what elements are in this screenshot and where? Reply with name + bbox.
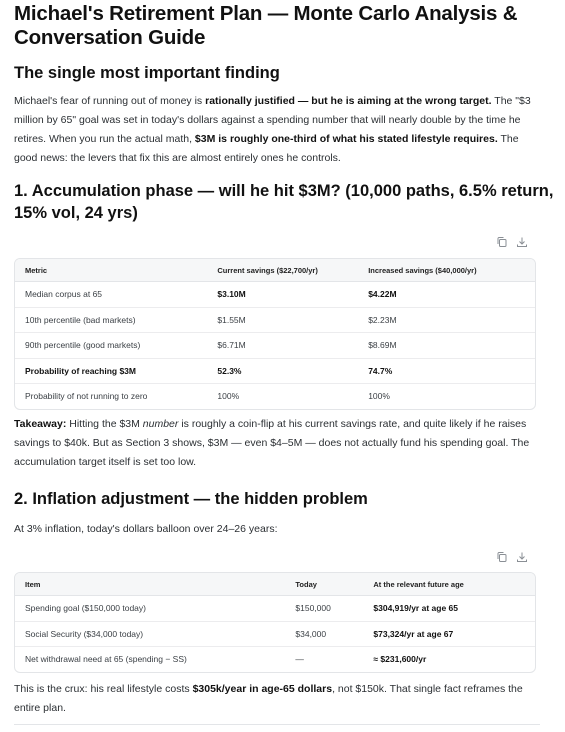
table-row — [15, 307, 535, 333]
table-cell: $2.23M — [358, 307, 535, 333]
crux-paragraph — [14, 680, 532, 718]
table-cell: Spending goal ($150,000 today) — [15, 596, 285, 622]
table-header-row — [15, 259, 535, 282]
crux-text-2: , not $150k. That single fact reframes the entire plan. — [14, 683, 523, 714]
table-cell: Social Security ($34,000 today) — [15, 621, 285, 647]
table-cell: $73,324/yr at age 67 — [363, 621, 535, 647]
inflation-table — [14, 572, 536, 673]
table-cell: 100% — [368, 391, 390, 402]
finding-heading: The single most important finding — [14, 64, 280, 82]
takeaway-emphasis: number — [142, 418, 179, 430]
finding-paragraph — [14, 92, 532, 168]
column-header: Current savings ($22,700/yr) — [207, 259, 358, 282]
table-cell: Probability of not running to zero — [25, 391, 148, 402]
table-cell: $304,919/yr at age 65 — [363, 596, 535, 622]
section2-heading: 2. Inflation adjustment — the hidden problem — [14, 490, 368, 508]
table-cell: Probability of reaching $3M — [15, 358, 207, 384]
page-title: Michael's Retirement Plan — Monte Carlo Analysis & Conversation Guide — [14, 2, 518, 49]
table-cell: ≈ $231,600/yr — [373, 654, 427, 665]
table-row — [15, 358, 535, 384]
section1-heading: 1. Accumulation phase — will he hit $3M? (10,000 paths, 6.5% return, 15% vol, 24 yrs) — [14, 182, 554, 222]
takeaway-label: Takeaway: — [14, 418, 67, 430]
finding-bold-1: rationally justified — but he is aiming at the wrong target. — [205, 95, 492, 107]
table-cell: $8.69M — [358, 333, 535, 359]
table-cell: 74.7% — [358, 358, 535, 384]
column-header: Increased savings ($40,000/yr) — [358, 259, 535, 282]
takeaway-paragraph — [14, 415, 532, 472]
table-cell: 52.3% — [207, 358, 358, 384]
table2-toolbar — [496, 551, 528, 563]
crux-bold: $305k/year in age-65 dollars — [192, 683, 333, 695]
table-row — [15, 647, 535, 672]
download-icon[interactable] — [516, 551, 528, 563]
takeaway-text-1: Hitting the $3M — [66, 418, 143, 430]
table-cell: Net withdrawal need at 65 (spending − SS) — [25, 654, 187, 665]
table-row — [15, 384, 535, 409]
finding-text-2: The "$3 million by 65" goal was set in today's dollars against a spending number that will nearly double by the time he retires. When you run the actual math, — [14, 95, 531, 145]
takeaway-text-2: is roughly a coin-flip at his current savings rate, and quite likely if he raises savings to $40k. But as Section 3 shows, $3M — even $4–5M — does not actually fund his spending goal. The accumulation target itself is set too low. — [14, 418, 530, 468]
table-row — [15, 621, 535, 647]
finding-text-3: The good news: the levers that fix this are almost entirely ones he controls. — [14, 133, 519, 164]
table-header-row — [15, 573, 535, 596]
table-cell: $6.71M — [207, 333, 358, 359]
column-header: At the relevant future age — [363, 573, 535, 596]
copy-icon[interactable] — [496, 236, 508, 248]
accumulation-table — [14, 258, 536, 410]
copy-icon[interactable] — [496, 551, 508, 563]
table-row — [15, 282, 535, 308]
table-cell: $1.55M — [207, 307, 358, 333]
section-divider — [14, 724, 540, 725]
finding-bold-2: $3M is roughly one-third of what his stated lifestyle requires. — [194, 133, 498, 145]
table-row — [15, 333, 535, 359]
column-header: Today — [285, 573, 363, 596]
table1-toolbar — [496, 236, 528, 248]
table-cell: 10th percentile (bad markets) — [15, 307, 207, 333]
crux-text-1: This is the crux: his real lifestyle costs — [14, 683, 193, 695]
table-cell: $3.10M — [207, 282, 358, 308]
download-icon[interactable] — [516, 236, 528, 248]
section2-intro: At 3% inflation, today's dollars balloon over 24–26 years: — [14, 523, 278, 535]
table-cell: $150,000 — [285, 596, 363, 622]
table-cell: Median corpus at 65 — [15, 282, 207, 308]
table-cell: 90th percentile (good markets) — [15, 333, 207, 359]
table-row — [15, 596, 535, 622]
table-cell: — — [295, 654, 304, 665]
column-header: Metric — [15, 259, 207, 282]
finding-text-1: Michael's fear of running out of money is — [14, 95, 206, 107]
table-cell: $34,000 — [285, 621, 363, 647]
column-header: Item — [15, 573, 285, 596]
table-cell: 100% — [217, 391, 240, 402]
table-cell: $4.22M — [358, 282, 535, 308]
